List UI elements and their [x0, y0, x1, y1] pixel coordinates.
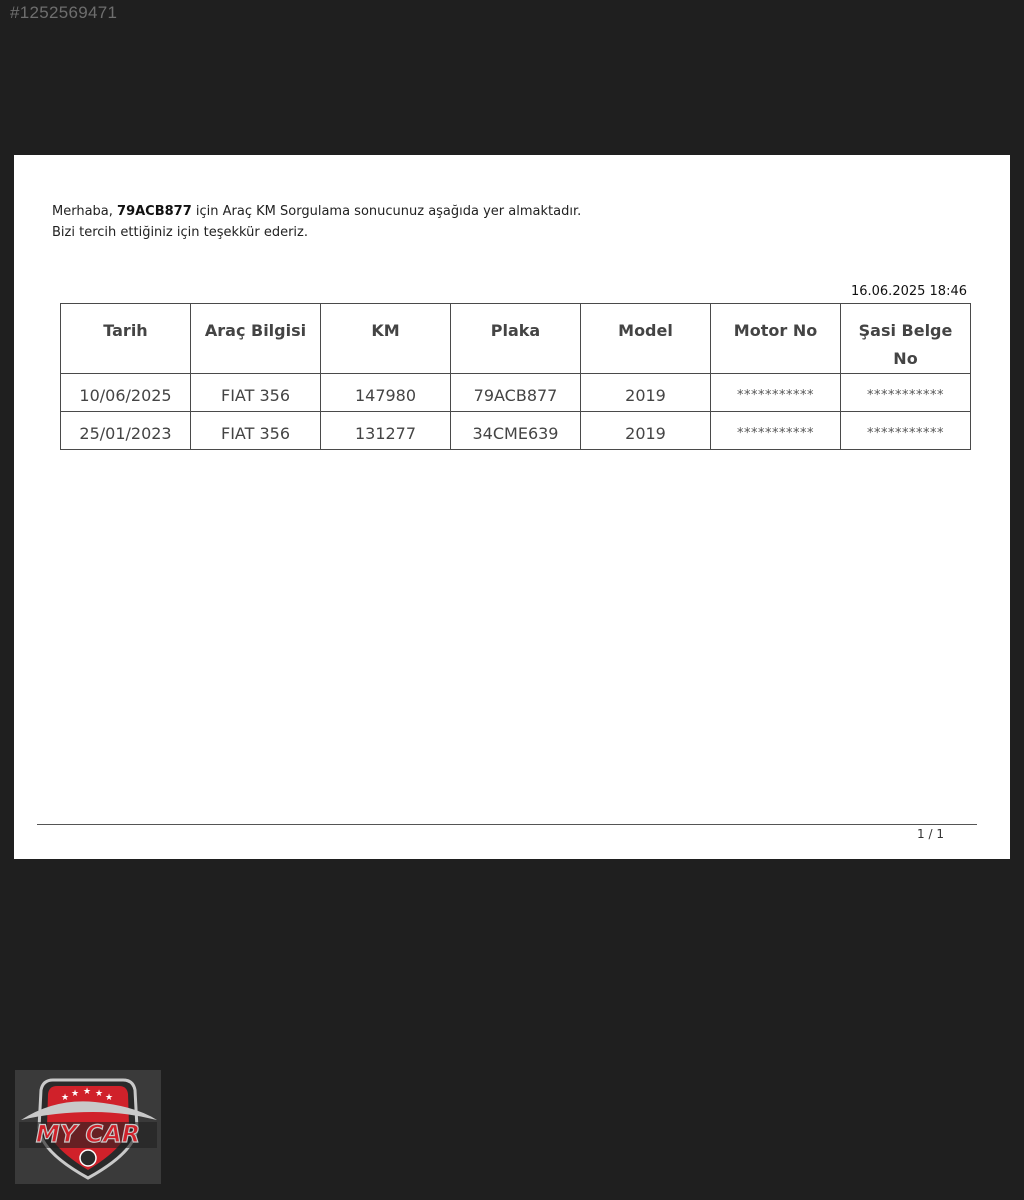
greeting-prefix: Merhaba, — [52, 204, 118, 219]
svg-text:★: ★ — [61, 1093, 70, 1103]
report-timestamp: 16.06.2025 18:46 — [850, 284, 967, 299]
header-km: KM — [321, 304, 451, 374]
logo-text: MY CAR — [35, 1120, 141, 1148]
cell-plate: 34CME639 — [451, 412, 581, 450]
mycar-logo-graphic — [15, 1070, 161, 1184]
cell-chassis-no: *********** — [841, 412, 971, 450]
svg-text:★: ★ — [105, 1093, 114, 1103]
header-model: Model — [581, 304, 711, 374]
cell-date: 25/01/2023 — [61, 412, 191, 450]
cell-plate: 79ACB877 — [451, 374, 581, 412]
table-row — [61, 412, 971, 450]
cell-model: 2019 — [581, 412, 711, 450]
svg-text:★: ★ — [95, 1089, 104, 1099]
cell-vehicle-info: FIAT 356 — [191, 412, 321, 450]
cell-engine-no: *********** — [711, 374, 841, 412]
cell-model: 2019 — [581, 374, 711, 412]
thanks-line: Bizi tercih ettiğiniz için teşekkür ederiz. — [52, 225, 309, 240]
svg-text:★: ★ — [83, 1087, 92, 1097]
listing-id: #1252569471 — [10, 3, 118, 22]
greeting-text — [52, 201, 581, 243]
cell-km: 131277 — [321, 412, 451, 450]
header-engine-no: Motor No — [711, 304, 841, 374]
header-vehicle-info: Araç Bilgisi — [191, 304, 321, 374]
greeting-line — [52, 201, 581, 222]
header-plate: Plaka — [451, 304, 581, 374]
cell-chassis-no: *********** — [841, 374, 971, 412]
cell-date: 10/06/2025 — [61, 374, 191, 412]
plate-number: 79ACB877 — [117, 204, 192, 219]
mycar-logo — [15, 1070, 161, 1184]
footer-divider — [37, 824, 977, 825]
table-header-row — [61, 304, 971, 374]
km-history-table — [60, 303, 971, 450]
header-date: Tarih — [61, 304, 191, 374]
header-chassis-no: Şasi Belge No — [841, 304, 971, 374]
cell-engine-no: *********** — [711, 412, 841, 450]
cell-km: 147980 — [321, 374, 451, 412]
page-number: 1 / 1 — [917, 827, 944, 841]
greeting-suffix: için Araç KM Sorgulama sonucunuz aşağıda yer almaktadır. — [191, 204, 582, 219]
table-row — [61, 374, 971, 412]
query-result-document — [14, 155, 1010, 859]
cell-vehicle-info: FIAT 356 — [191, 374, 321, 412]
svg-text:★: ★ — [71, 1089, 80, 1099]
